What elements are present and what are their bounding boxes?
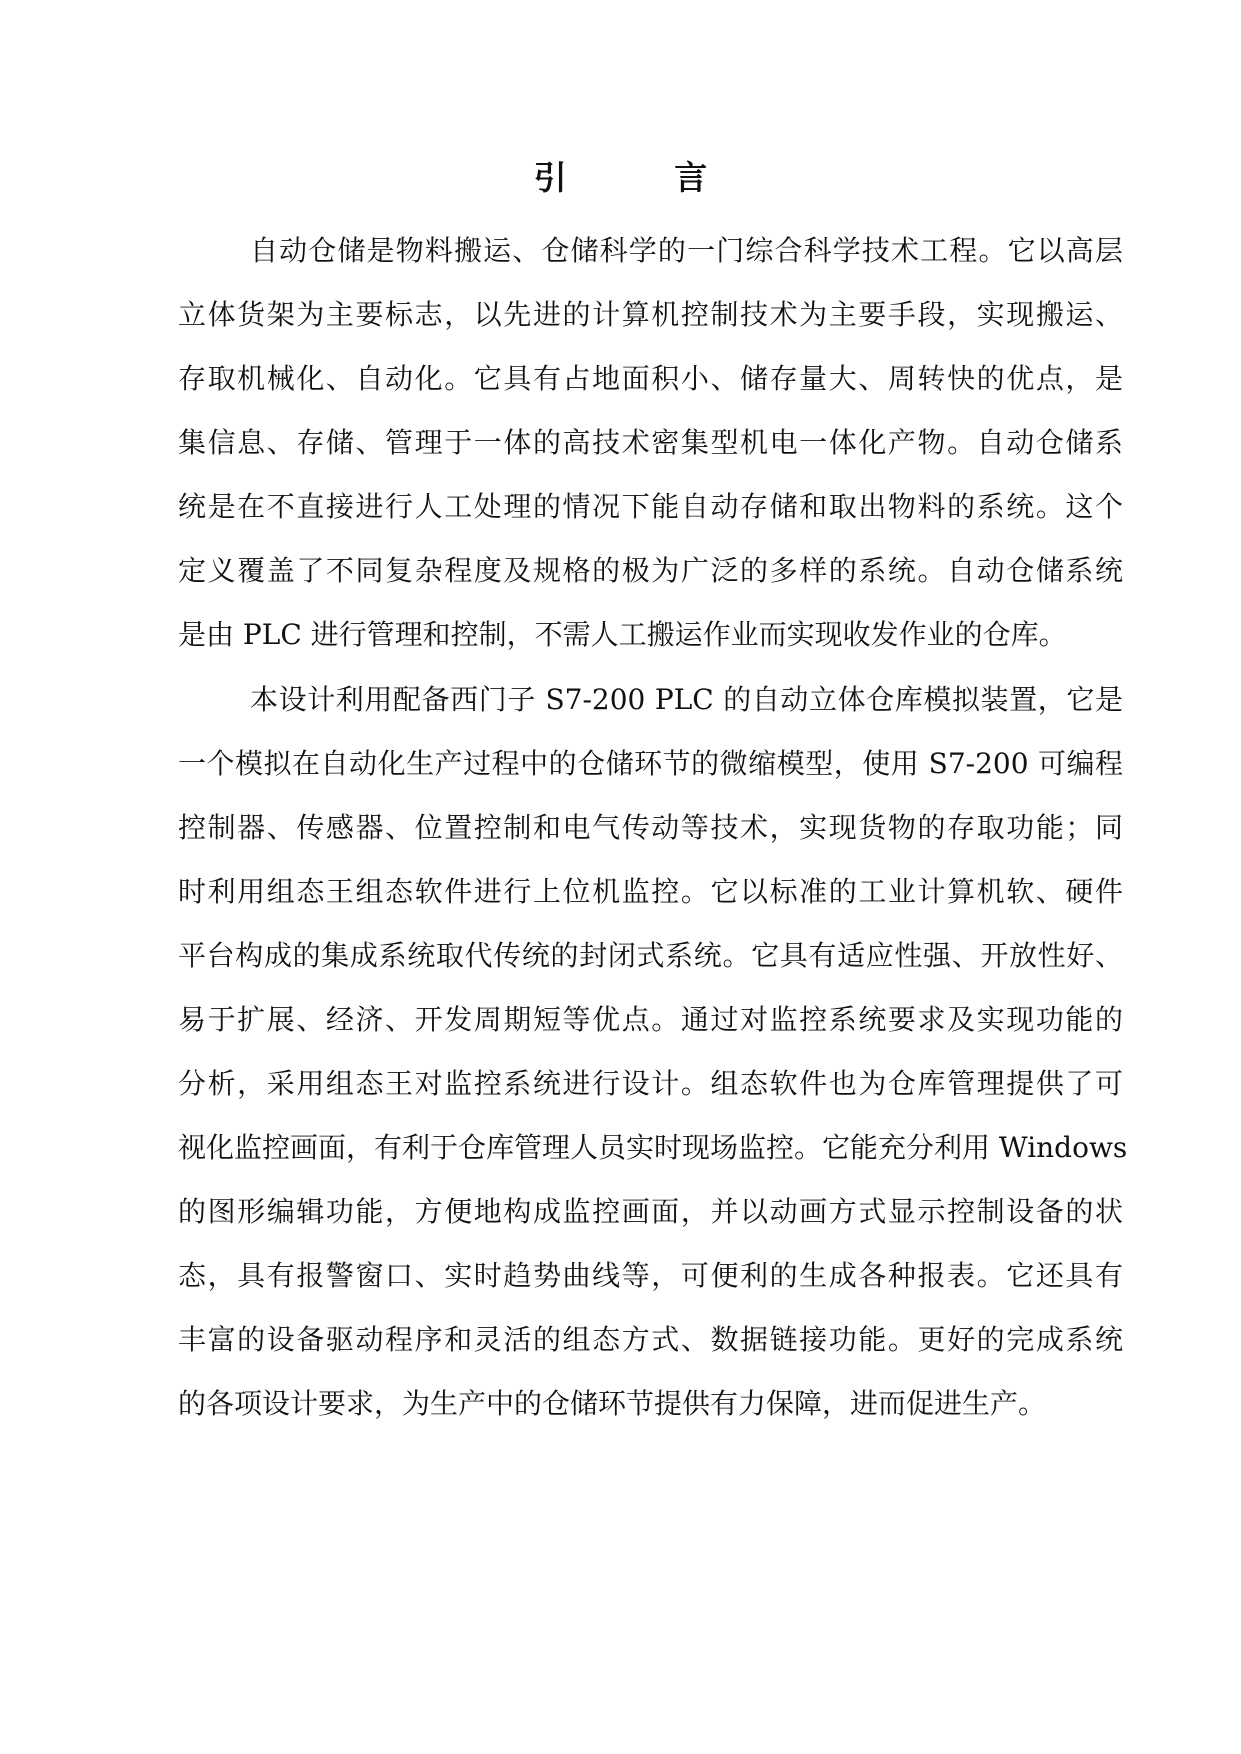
- paragraph-line: 统是在不直接进行人工处理的情况下能自动存储和取出物料的系统。这个: [178, 490, 1123, 523]
- paragraph-line: 集信息、存储、管理于一体的高技术密集型机电一体化产物。自动仓储系: [178, 426, 1123, 459]
- paragraph-2: [178, 668, 1128, 1436]
- paragraph-line: 的图形编辑功能，方便地构成监控画面，并以动画方式显示控制设备的状: [178, 1195, 1123, 1228]
- paragraph-line: 平台构成的集成系统取代传统的封闭式系统。它具有适应性强、开放性好、: [178, 939, 1123, 972]
- paragraph-1: [178, 219, 1123, 667]
- paragraph-line: 时利用组态王组态软件进行上位机监控。它以标准的工业计算机软、硬件: [178, 875, 1123, 908]
- paragraph-line: 定义覆盖了不同复杂程度及规格的极为广泛的多样的系统。自动仓储系统: [178, 554, 1123, 587]
- paragraph-line: 本设计利用配备西门子 S7-200 PLC 的自动立体仓库模拟装置，它是: [250, 683, 1123, 716]
- paragraph-line: 分析，采用组态王对监控系统进行设计。组态软件也为仓库管理提供了可: [178, 1067, 1123, 1100]
- paragraph-line: 是由 PLC 进行管理和控制，不需人工搬运作业而实现收发作业的仓库。: [178, 618, 1067, 651]
- paragraph-line: 控制器、传感器、位置控制和电气传动等技术，实现货物的存取功能；同: [178, 811, 1123, 844]
- paragraph-line: 立体货架为主要标志，以先进的计算机控制技术为主要手段，实现搬运、: [178, 298, 1123, 331]
- paragraph-line: 视化监控画面，有利于仓库管理人员实时现场监控。它能充分利用 Windows: [178, 1131, 1128, 1164]
- page-title: 引 言: [533, 158, 756, 197]
- paragraph-line: 易于扩展、经济、开发周期短等优点。通过对监控系统要求及实现功能的: [178, 1003, 1123, 1036]
- paragraph-line: 一个模拟在自动化生产过程中的仓储环节的微缩模型，使用 S7-200 可编程: [178, 747, 1123, 780]
- paragraph-line: 态，具有报警窗口、实时趋势曲线等，可便利的生成各种报表。它还具有: [178, 1259, 1123, 1292]
- paragraph-line: 丰富的设备驱动程序和灵活的组态方式、数据链接功能。更好的完成系统: [178, 1323, 1123, 1356]
- paragraph-line: 自动仓储是物料搬运、仓储科学的一门综合科学技术工程。它以高层: [250, 234, 1123, 267]
- paragraph-line: 的各项设计要求，为生产中的仓储环节提供有力保障，进而促进生产。: [178, 1387, 1047, 1420]
- paragraph-line: 存取机械化、自动化。它具有占地面积小、储存量大、周转快的优点，是: [178, 362, 1123, 395]
